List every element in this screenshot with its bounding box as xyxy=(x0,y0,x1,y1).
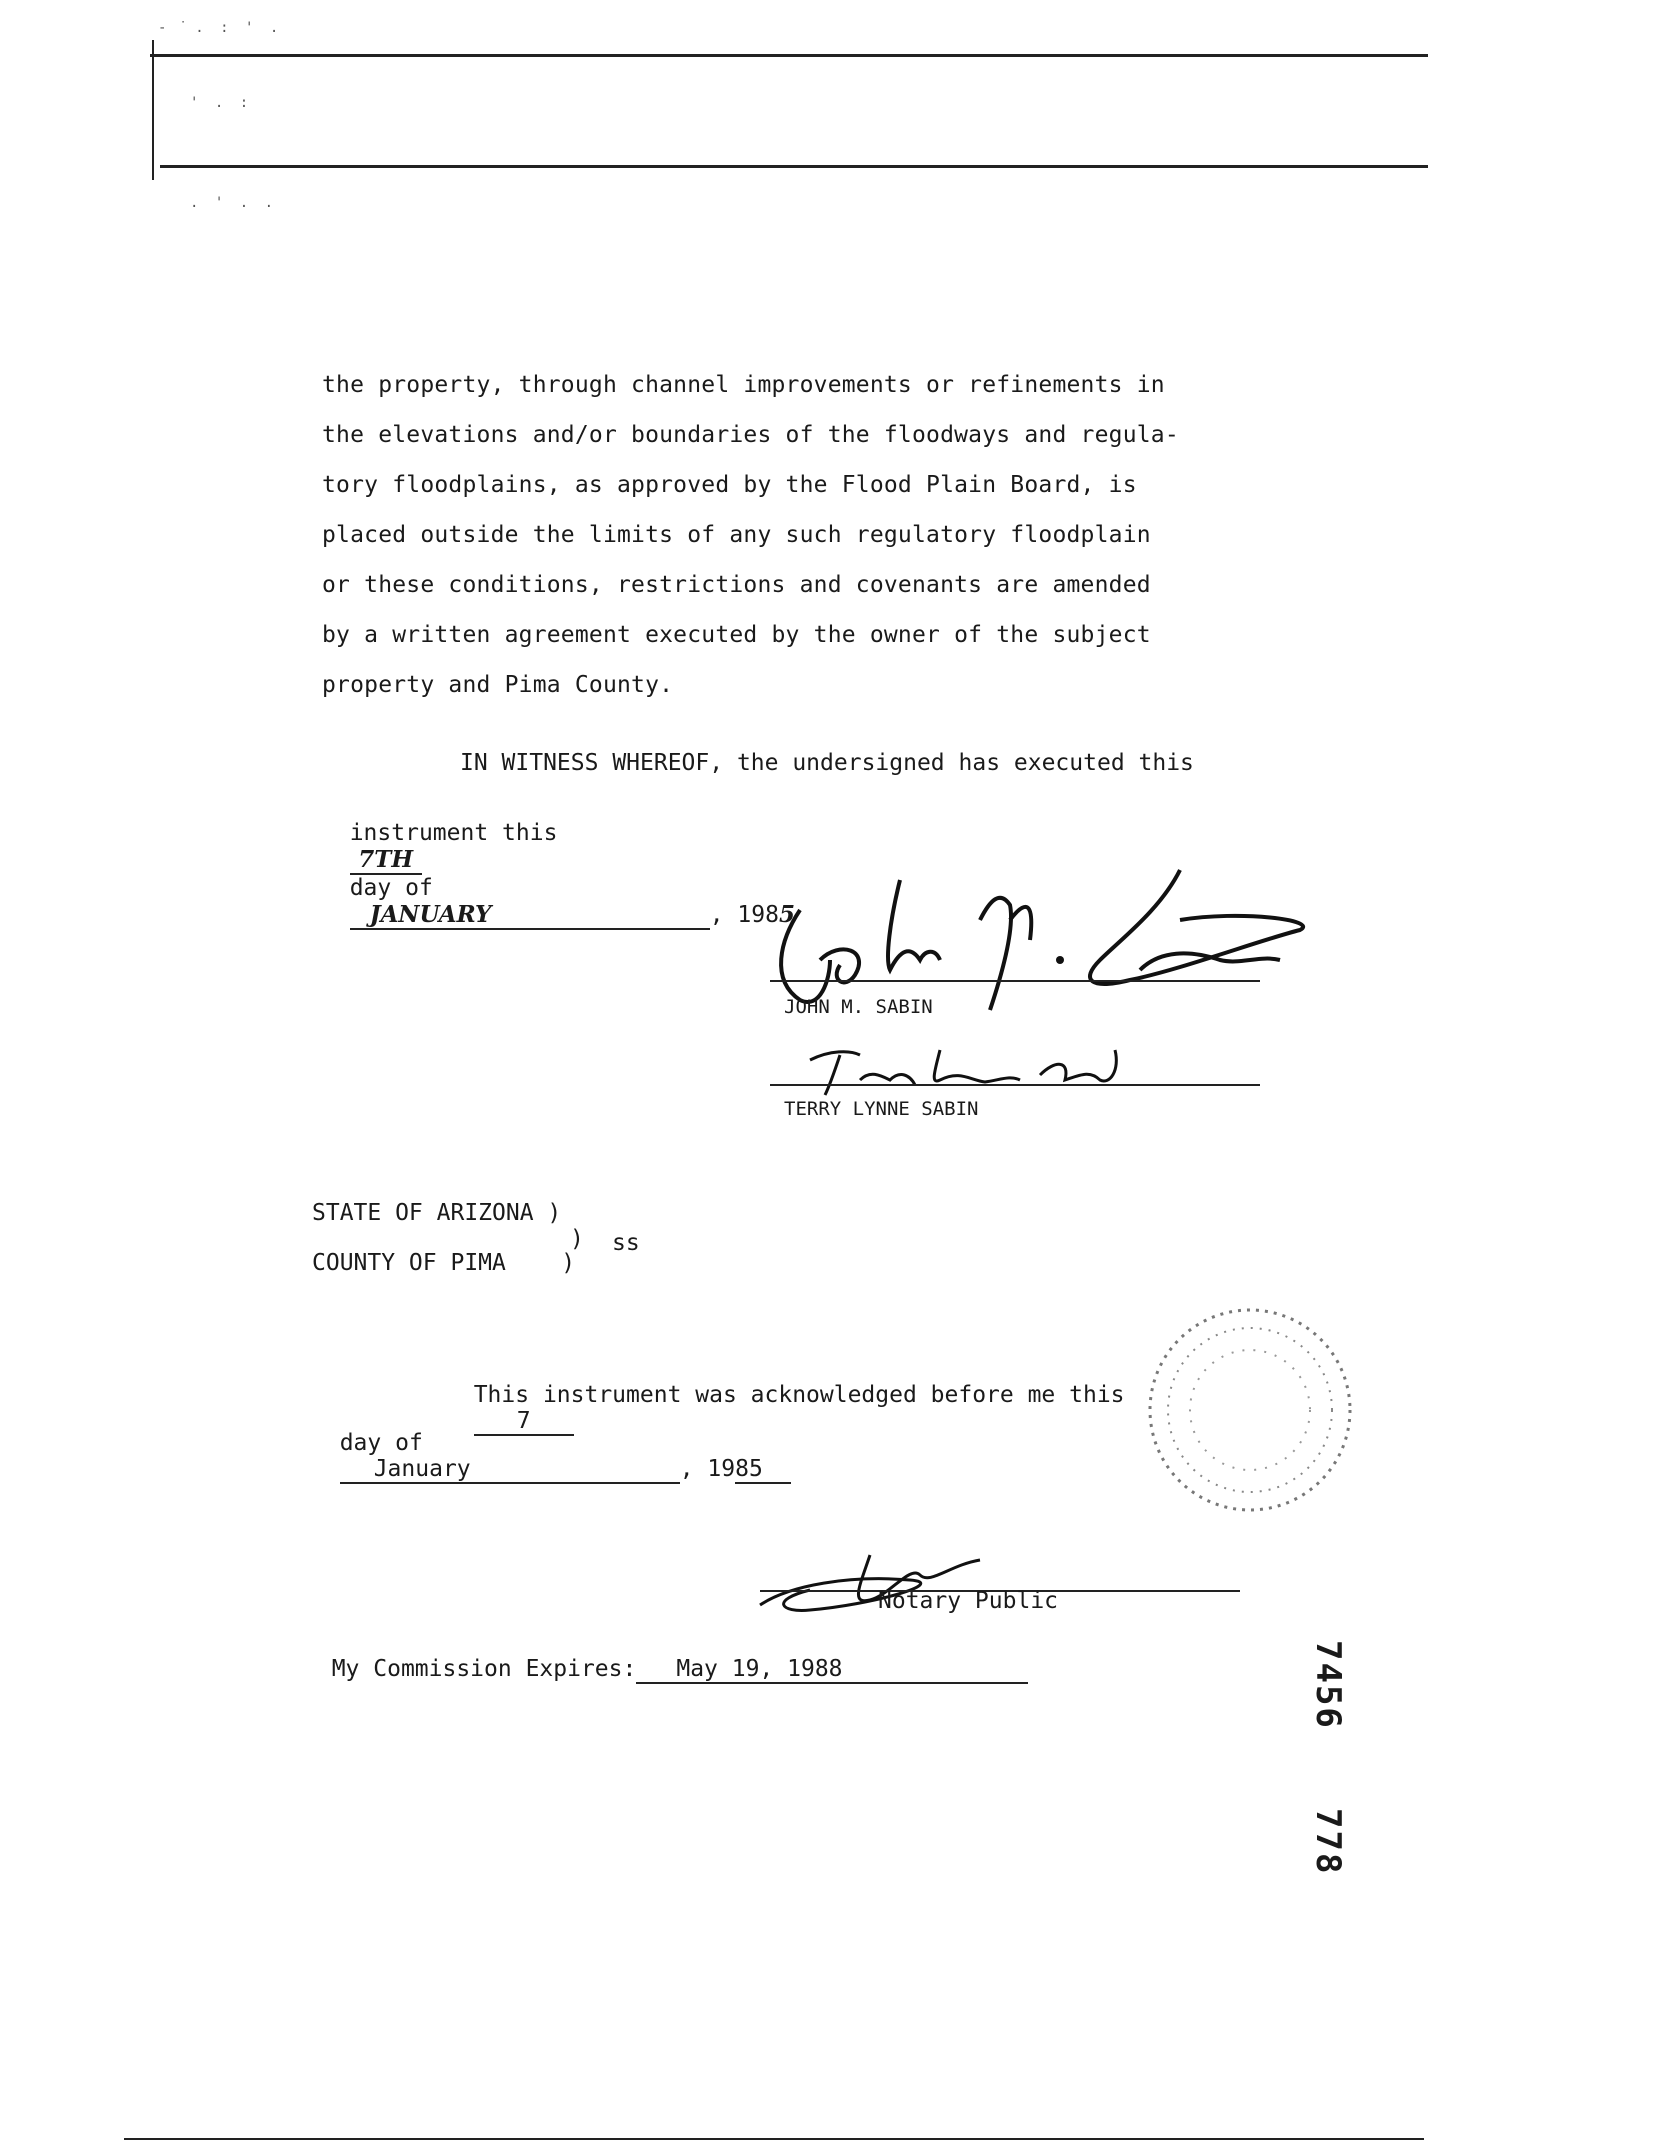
scan-marks: . ' . . xyxy=(190,195,278,211)
signer-name-1: JOHN M. SABIN xyxy=(784,996,933,1018)
signature-terry-sabin xyxy=(800,1040,1140,1100)
commission-line xyxy=(304,1630,1028,1684)
signature-line-2 xyxy=(770,1084,1260,1086)
paragraph-line: or these conditions, restrictions and covenants are amended xyxy=(322,572,1151,598)
witness-year: 5 xyxy=(778,901,795,928)
header-rule xyxy=(160,165,1428,168)
ack-year-prefix: , 19 xyxy=(679,1456,736,1482)
witness-day-of: day of xyxy=(349,875,433,901)
covenant-paragraph xyxy=(322,360,1282,710)
witness-date-line xyxy=(322,794,795,930)
witness-month: JANUARY xyxy=(350,901,710,930)
signature-line-1 xyxy=(770,980,1260,982)
paragraph-line: the elevations and/or boundaries of the floodways and regula- xyxy=(322,422,1179,448)
notary-seal xyxy=(1140,1300,1360,1520)
scan-marks: - ̇ . : ' . xyxy=(158,20,283,36)
ack-day: 7 xyxy=(474,1408,574,1436)
left-margin-rule xyxy=(152,40,154,180)
bottom-rule xyxy=(124,2138,1424,2140)
venue-state: STATE OF ARIZONA ) xyxy=(312,1200,562,1226)
witness-year-prefix: , 198 xyxy=(709,902,779,928)
docket-number: 7456 xyxy=(1308,1640,1348,1730)
page-number: 778 xyxy=(1308,1808,1348,1876)
ack-text: This instrument was acknowledged before me this xyxy=(473,1382,1125,1408)
paragraph-line: property and Pima County. xyxy=(322,672,674,698)
paragraph-line: by a written agreement executed by the owner of the subject xyxy=(322,622,1151,648)
paragraph-line: the property, through channel improvements or refinements in xyxy=(322,372,1165,398)
witness-day: 7TH xyxy=(350,846,422,875)
paragraph-line: tory floodplains, as approved by the Flood Plain Board, is xyxy=(322,472,1137,498)
commission-label: My Commission Expires: xyxy=(331,1656,637,1682)
ack-year: 85 xyxy=(735,1456,791,1484)
ack-date-line xyxy=(312,1404,791,1484)
ack-month: January xyxy=(340,1456,680,1484)
venue-paren: ) xyxy=(570,1226,584,1252)
scan-marks: ' . : xyxy=(190,95,253,111)
venue-county: COUNTY OF PIMA ) xyxy=(312,1250,576,1276)
commission-date: May 19, 1988 xyxy=(636,1656,1028,1684)
signer-name-2: TERRY LYNNE SABIN xyxy=(784,1098,979,1120)
paragraph-line: placed outside the limits of any such regulatory floodplain xyxy=(322,522,1151,548)
ack-day-of: day of xyxy=(339,1430,423,1456)
notary-title: Notary Public xyxy=(878,1588,1059,1614)
top-rule xyxy=(150,54,1428,57)
witness-line: IN WITNESS WHEREOF, the undersigned has executed this xyxy=(460,750,1194,776)
witness-prefix: instrument this xyxy=(349,820,558,846)
venue-ss: ss xyxy=(612,1230,640,1256)
